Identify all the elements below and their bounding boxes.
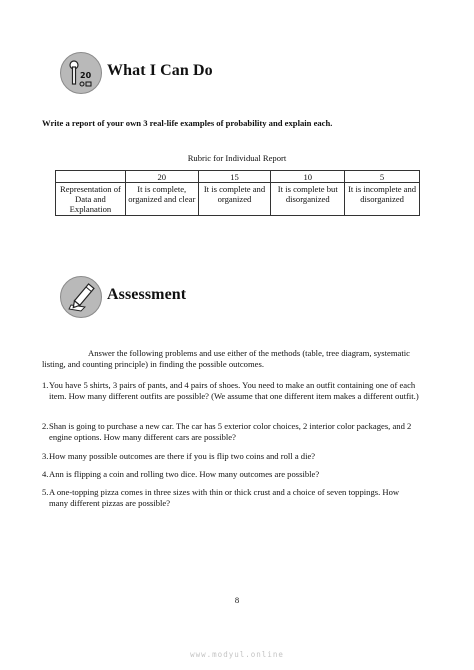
rubric-header-row xyxy=(56,171,420,183)
rubric-descriptor: It is incomplete and disorganized xyxy=(345,183,420,216)
svg-text:20: 20 xyxy=(80,71,92,80)
tools-icon xyxy=(60,52,102,94)
item-text: A one-topping pizza comes in three sizes with thin or thick crust and a choice of seven toppings. How many different pizzas are possible? xyxy=(49,487,400,508)
what-i-can-do-title: What I Can Do xyxy=(107,62,213,79)
list-item xyxy=(42,380,427,414)
item-text: How many possible outcomes are there if you is flip two coins and roll a die? xyxy=(49,451,316,461)
item-number: 5. xyxy=(42,487,49,497)
rubric-criterion: Representation of Data and Explanation xyxy=(56,183,126,216)
rubric-score: 10 xyxy=(271,171,345,183)
rubric-descriptor: It is complete but disorganized xyxy=(271,183,345,216)
item-text: Ann is flipping a coin and rolling two dice. How many outcomes are possible? xyxy=(49,469,320,479)
item-number: 4. xyxy=(42,469,49,479)
rubric-table xyxy=(55,170,420,216)
item-text: You have 5 shirts, 3 pairs of pants, and 4 pairs of shoes. You need to make an outfit containing one of each item. How many different outfits are possible? (We assume that one different item makes a different outfit.) xyxy=(49,380,419,401)
list-item xyxy=(42,487,427,510)
item-number: 3. xyxy=(42,451,49,461)
item-number: 1. xyxy=(42,380,49,390)
page-number: 8 xyxy=(234,595,240,605)
rubric-score: 20 xyxy=(125,171,198,183)
rubric-caption: Rubric for Individual Report xyxy=(187,153,287,163)
item-text: Shan is going to purchase a new car. The car has 5 exterior color choices, 2 interior color packages, and 2 engine options. How many different cars are possible? xyxy=(49,421,412,442)
assessment-title: Assessment xyxy=(107,286,187,303)
item-number: 2. xyxy=(42,421,49,431)
assessment-intro: Answer the following problems and use either of the methods (table, tree diagram, systematic listing, and counting principle) in finding the possible outcomes. xyxy=(42,348,410,369)
list-item xyxy=(42,469,427,480)
rubric-corner-cell xyxy=(56,171,126,183)
rubric-descriptor: It is complete, organized and clear xyxy=(125,183,198,216)
watermark: www.modyul.online xyxy=(190,650,284,659)
pencil-icon xyxy=(60,276,102,318)
rubric-criterion-row xyxy=(56,183,420,216)
rubric-descriptor: It is complete and organized xyxy=(198,183,271,216)
list-item xyxy=(42,451,427,462)
activity-instruction: Write a report of your own 3 real-life examples of probability and explain each. xyxy=(42,118,333,128)
rubric-score: 15 xyxy=(198,171,271,183)
list-item xyxy=(42,421,427,444)
rubric-score: 5 xyxy=(345,171,420,183)
